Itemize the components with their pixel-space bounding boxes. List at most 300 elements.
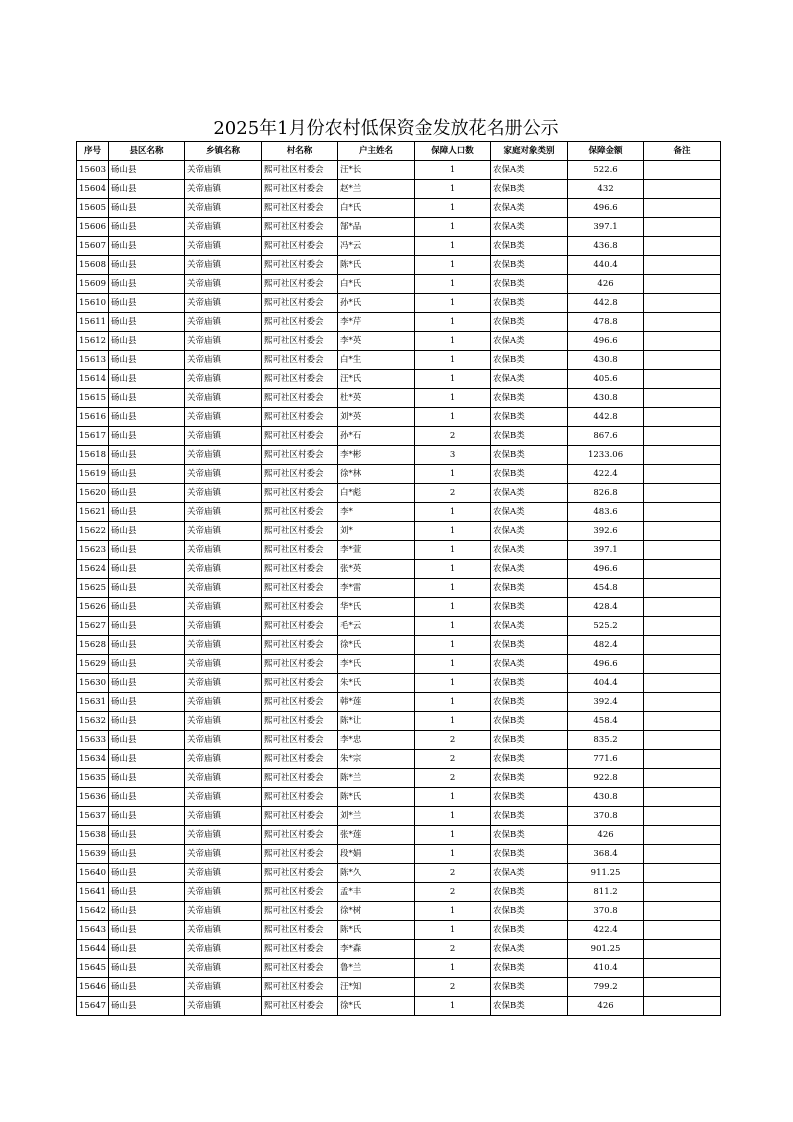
county-cell: 砀山县: [109, 503, 185, 522]
category-cell: 农保A类: [491, 617, 568, 636]
county-cell: 砀山县: [109, 902, 185, 921]
householder-name-cell: 刘*英: [338, 408, 415, 427]
category-cell: 农保B类: [491, 237, 568, 256]
town-cell: 关帝庙镇: [185, 199, 262, 218]
category-cell: 农保B类: [491, 921, 568, 940]
serial-number-cell: 15624: [77, 560, 109, 579]
remarks-cell: [644, 313, 721, 332]
household-size-cell: 1: [415, 921, 491, 940]
column-header: 户主姓名: [338, 142, 415, 161]
village-cell: 熙可社区村委会: [262, 408, 338, 427]
town-cell: 关帝庙镇: [185, 541, 262, 560]
amount-cell: 867.6: [568, 427, 644, 446]
serial-number-cell: 15627: [77, 617, 109, 636]
serial-number-cell: 15622: [77, 522, 109, 541]
village-cell: 熙可社区村委会: [262, 161, 338, 180]
amount-cell: 482.4: [568, 636, 644, 655]
village-cell: 熙可社区村委会: [262, 446, 338, 465]
table-row: [77, 351, 721, 370]
amount-cell: 799.2: [568, 978, 644, 997]
table-row: [77, 807, 721, 826]
remarks-cell: [644, 864, 721, 883]
serial-number-cell: 15635: [77, 769, 109, 788]
town-cell: 关帝庙镇: [185, 503, 262, 522]
amount-cell: 430.8: [568, 788, 644, 807]
county-cell: 砀山县: [109, 484, 185, 503]
remarks-cell: [644, 218, 721, 237]
serial-number-cell: 15620: [77, 484, 109, 503]
household-size-cell: 1: [415, 218, 491, 237]
table-row: [77, 180, 721, 199]
table-row: [77, 503, 721, 522]
remarks-cell: [644, 617, 721, 636]
household-size-cell: 1: [415, 351, 491, 370]
serial-number-cell: 15607: [77, 237, 109, 256]
serial-number-cell: 15621: [77, 503, 109, 522]
householder-name-cell: 李*萱: [338, 541, 415, 560]
household-size-cell: 2: [415, 427, 491, 446]
remarks-cell: [644, 408, 721, 427]
table-row: [77, 199, 721, 218]
table-row: [77, 636, 721, 655]
category-cell: 农保B类: [491, 674, 568, 693]
householder-name-cell: 李*芹: [338, 313, 415, 332]
category-cell: 农保B类: [491, 750, 568, 769]
household-size-cell: 1: [415, 902, 491, 921]
amount-cell: 1233.06: [568, 446, 644, 465]
remarks-cell: [644, 712, 721, 731]
table-row: [77, 693, 721, 712]
category-cell: 农保B类: [491, 959, 568, 978]
remarks-cell: [644, 541, 721, 560]
village-cell: 熙可社区村委会: [262, 313, 338, 332]
category-cell: 农保B类: [491, 788, 568, 807]
amount-cell: 483.6: [568, 503, 644, 522]
household-size-cell: 1: [415, 579, 491, 598]
remarks-cell: [644, 389, 721, 408]
town-cell: 关帝庙镇: [185, 921, 262, 940]
remarks-cell: [644, 351, 721, 370]
serial-number-cell: 15613: [77, 351, 109, 370]
serial-number-cell: 15632: [77, 712, 109, 731]
remarks-cell: [644, 655, 721, 674]
remarks-cell: [644, 959, 721, 978]
county-cell: 砀山县: [109, 408, 185, 427]
household-size-cell: 1: [415, 807, 491, 826]
village-cell: 熙可社区村委会: [262, 788, 338, 807]
amount-cell: 496.6: [568, 199, 644, 218]
county-cell: 砀山县: [109, 370, 185, 389]
table-row: [77, 237, 721, 256]
table-row: [77, 256, 721, 275]
amount-cell: 392.4: [568, 693, 644, 712]
serial-number-cell: 15639: [77, 845, 109, 864]
town-cell: 关帝庙镇: [185, 218, 262, 237]
category-cell: 农保B类: [491, 902, 568, 921]
table-row: [77, 921, 721, 940]
county-cell: 砀山县: [109, 199, 185, 218]
town-cell: 关帝庙镇: [185, 959, 262, 978]
town-cell: 关帝庙镇: [185, 712, 262, 731]
householder-name-cell: 徐*氏: [338, 636, 415, 655]
town-cell: 关帝庙镇: [185, 598, 262, 617]
village-cell: 熙可社区村委会: [262, 636, 338, 655]
town-cell: 关帝庙镇: [185, 769, 262, 788]
amount-cell: 478.8: [568, 313, 644, 332]
household-size-cell: 1: [415, 522, 491, 541]
household-size-cell: 1: [415, 161, 491, 180]
remarks-cell: [644, 788, 721, 807]
village-cell: 熙可社区村委会: [262, 921, 338, 940]
remarks-cell: [644, 484, 721, 503]
serial-number-cell: 15609: [77, 275, 109, 294]
village-cell: 熙可社区村委会: [262, 598, 338, 617]
table-row: [77, 294, 721, 313]
household-size-cell: 2: [415, 484, 491, 503]
village-cell: 熙可社区村委会: [262, 389, 338, 408]
village-cell: 熙可社区村委会: [262, 332, 338, 351]
householder-name-cell: 白*氏: [338, 199, 415, 218]
remarks-cell: [644, 826, 721, 845]
category-cell: 农保B类: [491, 446, 568, 465]
table-row: [77, 465, 721, 484]
remarks-cell: [644, 674, 721, 693]
category-cell: 农保A类: [491, 161, 568, 180]
county-cell: 砀山县: [109, 788, 185, 807]
town-cell: 关帝庙镇: [185, 864, 262, 883]
remarks-cell: [644, 902, 721, 921]
category-cell: 农保B类: [491, 883, 568, 902]
serial-number-cell: 15641: [77, 883, 109, 902]
village-cell: 熙可社区村委会: [262, 541, 338, 560]
town-cell: 关帝庙镇: [185, 180, 262, 199]
column-header: 保障金额: [568, 142, 644, 161]
serial-number-cell: 15615: [77, 389, 109, 408]
roster-table: [76, 141, 721, 1016]
village-cell: 熙可社区村委会: [262, 997, 338, 1016]
town-cell: 关帝庙镇: [185, 674, 262, 693]
remarks-cell: [644, 256, 721, 275]
county-cell: 砀山县: [109, 617, 185, 636]
village-cell: 熙可社区村委会: [262, 807, 338, 826]
household-size-cell: 1: [415, 674, 491, 693]
serial-number-cell: 15640: [77, 864, 109, 883]
table-row: [77, 769, 721, 788]
village-cell: 熙可社区村委会: [262, 750, 338, 769]
household-size-cell: 1: [415, 408, 491, 427]
town-cell: 关帝庙镇: [185, 484, 262, 503]
county-cell: 砀山县: [109, 351, 185, 370]
town-cell: 关帝庙镇: [185, 826, 262, 845]
county-cell: 砀山县: [109, 693, 185, 712]
county-cell: 砀山县: [109, 826, 185, 845]
county-cell: 砀山县: [109, 560, 185, 579]
remarks-cell: [644, 294, 721, 313]
remarks-cell: [644, 503, 721, 522]
serial-number-cell: 15629: [77, 655, 109, 674]
county-cell: 砀山县: [109, 237, 185, 256]
table-row: [77, 864, 721, 883]
village-cell: 熙可社区村委会: [262, 978, 338, 997]
householder-name-cell: 汪*知: [338, 978, 415, 997]
county-cell: 砀山县: [109, 522, 185, 541]
village-cell: 熙可社区村委会: [262, 959, 338, 978]
householder-name-cell: 孟*丰: [338, 883, 415, 902]
household-size-cell: 1: [415, 845, 491, 864]
column-header: 家庭对象类别: [491, 142, 568, 161]
village-cell: 熙可社区村委会: [262, 256, 338, 275]
town-cell: 关帝庙镇: [185, 275, 262, 294]
remarks-cell: [644, 997, 721, 1016]
remarks-cell: [644, 180, 721, 199]
category-cell: 农保B类: [491, 712, 568, 731]
remarks-cell: [644, 446, 721, 465]
village-cell: 熙可社区村委会: [262, 275, 338, 294]
town-cell: 关帝庙镇: [185, 237, 262, 256]
document-title: 2025年1月份农村低保资金发放花名册公示: [213, 118, 559, 139]
remarks-cell: [644, 636, 721, 655]
householder-name-cell: 汪*氏: [338, 370, 415, 389]
household-size-cell: 1: [415, 541, 491, 560]
table-row: [77, 940, 721, 959]
village-cell: 熙可社区村委会: [262, 484, 338, 503]
amount-cell: 368.4: [568, 845, 644, 864]
amount-cell: 432: [568, 180, 644, 199]
county-cell: 砀山县: [109, 940, 185, 959]
amount-cell: 405.6: [568, 370, 644, 389]
householder-name-cell: 李*雷: [338, 579, 415, 598]
county-cell: 砀山县: [109, 674, 185, 693]
category-cell: 农保A类: [491, 484, 568, 503]
serial-number-cell: 15634: [77, 750, 109, 769]
village-cell: 熙可社区村委会: [262, 522, 338, 541]
county-cell: 砀山县: [109, 655, 185, 674]
county-cell: 砀山县: [109, 332, 185, 351]
county-cell: 砀山县: [109, 921, 185, 940]
county-cell: 砀山县: [109, 997, 185, 1016]
village-cell: 熙可社区村委会: [262, 902, 338, 921]
town-cell: 关帝庙镇: [185, 465, 262, 484]
remarks-cell: [644, 427, 721, 446]
county-cell: 砀山县: [109, 750, 185, 769]
amount-cell: 426: [568, 826, 644, 845]
town-cell: 关帝庙镇: [185, 807, 262, 826]
remarks-cell: [644, 161, 721, 180]
amount-cell: 440.4: [568, 256, 644, 275]
serial-number-cell: 15612: [77, 332, 109, 351]
serial-number-cell: 15638: [77, 826, 109, 845]
town-cell: 关帝庙镇: [185, 617, 262, 636]
county-cell: 砀山县: [109, 294, 185, 313]
table-row: [77, 313, 721, 332]
town-cell: 关帝庙镇: [185, 655, 262, 674]
category-cell: 农保B类: [491, 180, 568, 199]
category-cell: 农保B类: [491, 408, 568, 427]
category-cell: 农保A类: [491, 864, 568, 883]
county-cell: 砀山县: [109, 978, 185, 997]
householder-name-cell: 李*彬: [338, 446, 415, 465]
remarks-cell: [644, 693, 721, 712]
village-cell: 熙可社区村委会: [262, 712, 338, 731]
category-cell: 农保B类: [491, 845, 568, 864]
serial-number-cell: 15614: [77, 370, 109, 389]
village-cell: 熙可社区村委会: [262, 940, 338, 959]
amount-cell: 901.25: [568, 940, 644, 959]
county-cell: 砀山县: [109, 446, 185, 465]
household-size-cell: 1: [415, 503, 491, 522]
amount-cell: 771.6: [568, 750, 644, 769]
county-cell: 砀山县: [109, 959, 185, 978]
village-cell: 熙可社区村委会: [262, 294, 338, 313]
amount-cell: 426: [568, 275, 644, 294]
householder-name-cell: 孙*氏: [338, 294, 415, 313]
county-cell: 砀山县: [109, 598, 185, 617]
householder-name-cell: 朱*氏: [338, 674, 415, 693]
table-row: [77, 522, 721, 541]
serial-number-cell: 15637: [77, 807, 109, 826]
serial-number-cell: 15633: [77, 731, 109, 750]
serial-number-cell: 15617: [77, 427, 109, 446]
householder-name-cell: 李*氏: [338, 655, 415, 674]
householder-name-cell: 徐*树: [338, 902, 415, 921]
amount-cell: 835.2: [568, 731, 644, 750]
amount-cell: 404.4: [568, 674, 644, 693]
household-size-cell: 2: [415, 940, 491, 959]
village-cell: 熙可社区村委会: [262, 579, 338, 598]
amount-cell: 811.2: [568, 883, 644, 902]
amount-cell: 442.8: [568, 294, 644, 313]
householder-name-cell: 杜*英: [338, 389, 415, 408]
householder-name-cell: 华*氏: [338, 598, 415, 617]
county-cell: 砀山县: [109, 864, 185, 883]
category-cell: 农保A类: [491, 560, 568, 579]
householder-name-cell: 白*彪: [338, 484, 415, 503]
household-size-cell: 1: [415, 617, 491, 636]
remarks-cell: [644, 731, 721, 750]
remarks-cell: [644, 750, 721, 769]
county-cell: 砀山县: [109, 389, 185, 408]
amount-cell: 436.8: [568, 237, 644, 256]
table-row: [77, 826, 721, 845]
household-size-cell: 1: [415, 180, 491, 199]
amount-cell: 522.6: [568, 161, 644, 180]
remarks-cell: [644, 769, 721, 788]
table-row: [77, 275, 721, 294]
amount-cell: 911.25: [568, 864, 644, 883]
amount-cell: 496.6: [568, 655, 644, 674]
table-row: [77, 902, 721, 921]
amount-cell: 397.1: [568, 541, 644, 560]
householder-name-cell: 李*森: [338, 940, 415, 959]
serial-number-cell: 15630: [77, 674, 109, 693]
serial-number-cell: 15645: [77, 959, 109, 978]
town-cell: 关帝庙镇: [185, 427, 262, 446]
household-size-cell: 3: [415, 446, 491, 465]
table-row: [77, 370, 721, 389]
householder-name-cell: 李*: [338, 503, 415, 522]
column-header: 序号: [77, 142, 109, 161]
serial-number-cell: 15606: [77, 218, 109, 237]
category-cell: 农保B类: [491, 351, 568, 370]
village-cell: 熙可社区村委会: [262, 199, 338, 218]
category-cell: 农保A类: [491, 199, 568, 218]
category-cell: 农保B类: [491, 826, 568, 845]
village-cell: 熙可社区村委会: [262, 503, 338, 522]
category-cell: 农保B类: [491, 465, 568, 484]
table-row: [77, 731, 721, 750]
amount-cell: 428.4: [568, 598, 644, 617]
town-cell: 关帝庙镇: [185, 294, 262, 313]
category-cell: 农保B类: [491, 275, 568, 294]
remarks-cell: [644, 845, 721, 864]
village-cell: 熙可社区村委会: [262, 693, 338, 712]
householder-name-cell: 张*莲: [338, 826, 415, 845]
amount-cell: 392.6: [568, 522, 644, 541]
header-row: [77, 142, 721, 161]
town-cell: 关帝庙镇: [185, 902, 262, 921]
column-header: 保障人口数: [415, 142, 491, 161]
table-row: [77, 978, 721, 997]
remarks-cell: [644, 522, 721, 541]
category-cell: 农保B类: [491, 807, 568, 826]
household-size-cell: 1: [415, 465, 491, 484]
household-size-cell: 1: [415, 275, 491, 294]
county-cell: 砀山县: [109, 313, 185, 332]
amount-cell: 458.4: [568, 712, 644, 731]
amount-cell: 370.8: [568, 902, 644, 921]
county-cell: 砀山县: [109, 845, 185, 864]
household-size-cell: 1: [415, 826, 491, 845]
town-cell: 关帝庙镇: [185, 370, 262, 389]
remarks-cell: [644, 560, 721, 579]
household-size-cell: 2: [415, 864, 491, 883]
householder-name-cell: 毛*云: [338, 617, 415, 636]
table-row: [77, 750, 721, 769]
town-cell: 关帝庙镇: [185, 256, 262, 275]
householder-name-cell: 孙*石: [338, 427, 415, 446]
village-cell: 熙可社区村委会: [262, 883, 338, 902]
town-cell: 关帝庙镇: [185, 636, 262, 655]
remarks-cell: [644, 275, 721, 294]
category-cell: 农保B类: [491, 769, 568, 788]
amount-cell: 397.1: [568, 218, 644, 237]
village-cell: 熙可社区村委会: [262, 655, 338, 674]
table-row: [77, 598, 721, 617]
category-cell: 农保A类: [491, 655, 568, 674]
table-row: [77, 959, 721, 978]
village-cell: 熙可社区村委会: [262, 218, 338, 237]
village-cell: 熙可社区村委会: [262, 674, 338, 693]
amount-cell: 496.6: [568, 560, 644, 579]
serial-number-cell: 15643: [77, 921, 109, 940]
table-row: [77, 541, 721, 560]
county-cell: 砀山县: [109, 636, 185, 655]
village-cell: 熙可社区村委会: [262, 465, 338, 484]
county-cell: 砀山县: [109, 769, 185, 788]
serial-number-cell: 15608: [77, 256, 109, 275]
category-cell: 农保B类: [491, 256, 568, 275]
table-row: [77, 218, 721, 237]
serial-number-cell: 15605: [77, 199, 109, 218]
serial-number-cell: 15636: [77, 788, 109, 807]
town-cell: 关帝庙镇: [185, 408, 262, 427]
town-cell: 关帝庙镇: [185, 351, 262, 370]
remarks-cell: [644, 883, 721, 902]
remarks-cell: [644, 332, 721, 351]
amount-cell: 410.4: [568, 959, 644, 978]
amount-cell: 370.8: [568, 807, 644, 826]
category-cell: 农保B类: [491, 598, 568, 617]
